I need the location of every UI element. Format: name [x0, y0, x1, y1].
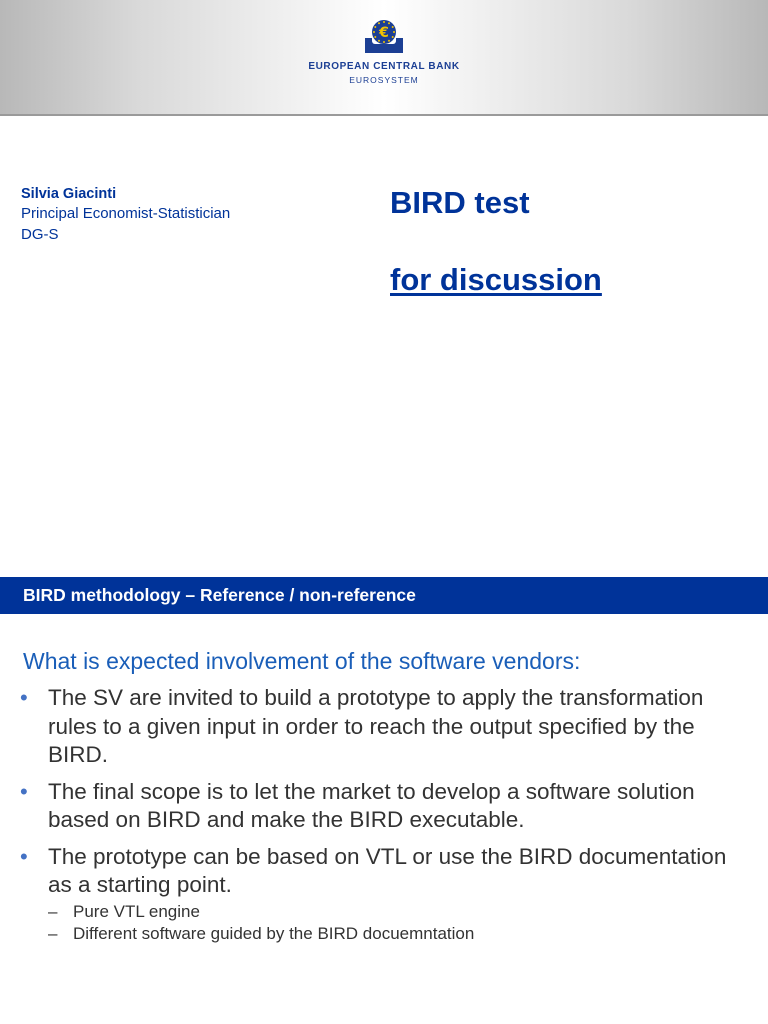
list-item: [20, 843, 750, 945]
page-title: BIRD test: [390, 185, 530, 220]
author-name: Silvia Giacinti: [21, 186, 117, 202]
bullet-list: [20, 684, 750, 953]
sub-bullet-text: Different software guided by the BIRD docuemntation: [73, 923, 475, 943]
ecb-logo: [0, 18, 768, 98]
bullet-text: The prototype can be based on VTL or use the BIRD documentation as a starting point.: [48, 843, 727, 897]
list-item: [20, 684, 750, 770]
sub-bullet-marker: –: [48, 901, 58, 921]
institution-name: EUROPEAN CENTRAL BANK: [308, 61, 460, 72]
euro-emblem-icon: [363, 18, 405, 54]
sub-bullet-marker: –: [48, 923, 58, 943]
slide-heading: What is expected involvement of the software vendors:: [23, 648, 581, 674]
bullet-marker: •: [20, 843, 28, 869]
sub-bullet-text: Pure VTL engine: [73, 901, 200, 921]
sub-list-item: [48, 923, 750, 945]
bullet-text: The SV are invited to build a prototype to apply the transformation rules to a given input in order to reach the output specified by the BIRD.: [48, 685, 704, 767]
author-department: DG-S: [21, 226, 59, 243]
bullet-marker: •: [20, 778, 28, 804]
bullet-marker: •: [20, 685, 28, 710]
section-title-bar: BIRD methodology – Reference / non-reference: [0, 577, 768, 614]
sub-bullet-list: [48, 901, 750, 945]
title-block: [390, 184, 602, 299]
author-block: [21, 185, 230, 245]
sub-list-item: [48, 901, 750, 923]
page-subtitle: for discussion: [390, 262, 602, 297]
header-band: [0, 0, 768, 116]
svg-text:€: €: [379, 25, 389, 41]
list-item: [20, 778, 750, 835]
author-role: Principal Economist-Statistician: [21, 205, 231, 222]
bullet-text: The final scope is to let the market to develop a software solution based on BIRD and make the BIRD executable.: [48, 778, 695, 832]
eurosystem-label: EUROSYSTEM: [349, 75, 419, 85]
